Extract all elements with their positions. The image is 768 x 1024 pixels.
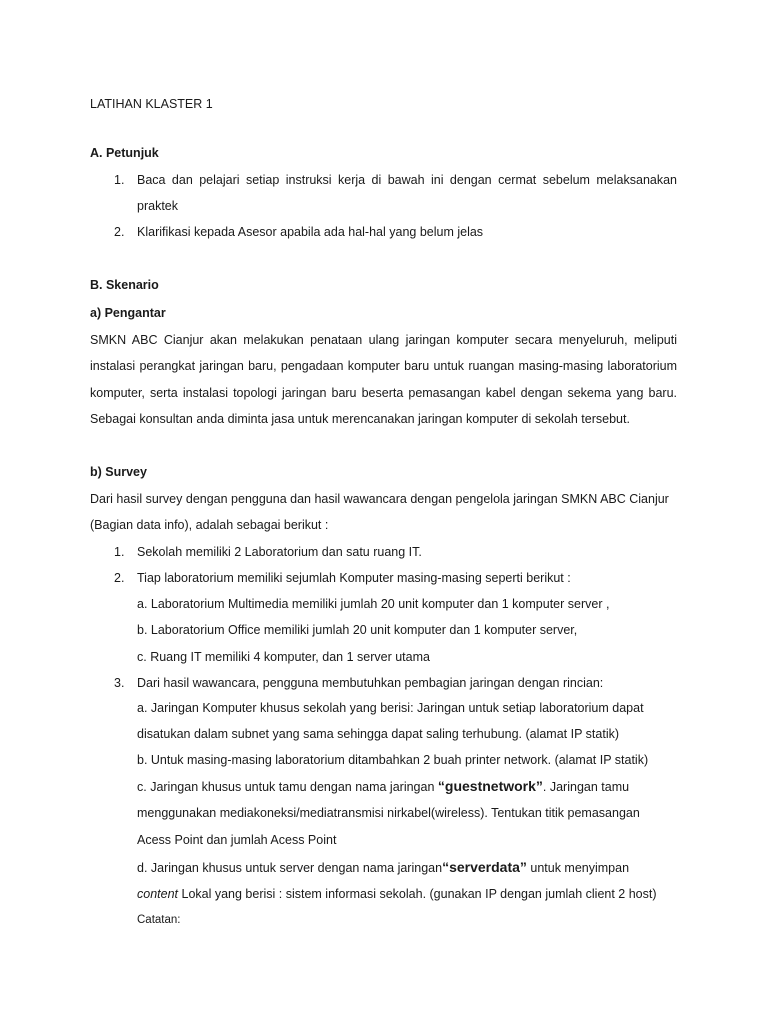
- list-number: 3.: [114, 676, 125, 690]
- survey-heading: b) Survey: [90, 465, 147, 479]
- list-number: 2.: [114, 225, 125, 239]
- sub-item-text: disatukan dalam subnet yang sama sehingga dapat saling terhubung. (alamat IP statik): [137, 727, 620, 741]
- sub-item-text-part: Lokal yang berisi : sistem informasi sekolah. (gunakan IP dengan jumlah client 2 host): [178, 887, 657, 901]
- paragraph-line: (Bagian data info), adalah sebagai berikut :: [90, 518, 329, 532]
- sub-item-text: a. Jaringan Komputer khusus sekolah yang berisi: Jaringan untuk setiap laboratorium dapat: [137, 701, 644, 715]
- list-number: 1.: [114, 173, 125, 187]
- paragraph-line: Sebagai konsultan anda diminta jasa untuk merencanakan jaringan komputer di sekolah tersebut.: [90, 412, 630, 426]
- list-item-text: Dari hasil wawancara, pengguna membutuhkan pembagian jaringan dengan rincian:: [137, 676, 604, 690]
- document-title: LATIHAN KLASTER 1: [90, 97, 213, 111]
- network-name: “serverdata”: [442, 859, 527, 875]
- sub-item-text: [137, 859, 629, 876]
- paragraph-line: komputer, serta instalasi topologi jaringan baru beserta pemasangan kabel dengan sekema yang baru.: [90, 386, 677, 400]
- sub-item-text: b. Laboratorium Office memiliki jumlah 20 unit komputer dan 1 komputer server,: [137, 623, 578, 637]
- list-item-text: Tiap laboratorium memiliki sejumlah Komputer masing-masing seperti berikut :: [137, 571, 571, 585]
- list-number: 1.: [114, 545, 125, 559]
- list-item-text: Sekolah memiliki 2 Laboratorium dan satu ruang IT.: [137, 545, 422, 559]
- sub-item-text: a. Laboratorium Multimedia memiliki jumlah 20 unit komputer dan 1 komputer server ,: [137, 597, 610, 611]
- list-item-text: Baca dan pelajari setiap instruksi kerja di bawah ini dengan cermat sebelum melaksanakan: [137, 173, 677, 187]
- note-label: Catatan:: [137, 914, 181, 926]
- sub-item-text-part: . Jaringan tamu: [542, 780, 630, 794]
- sub-item-text-part: c. Jaringan khusus untuk tamu dengan nama jaringan: [137, 780, 438, 794]
- paragraph-line: SMKN ABC Cianjur akan melakukan penataan ulang jaringan komputer secara menyeluruh, meliputi: [90, 333, 677, 347]
- sub-item-text: Acess Point dan jumlah Acess Point: [137, 833, 337, 847]
- section-a-heading: A. Petunjuk: [90, 146, 159, 160]
- list-item-text: praktek: [137, 199, 178, 213]
- sub-item-text-part: untuk menyimpan: [526, 861, 630, 875]
- section-b-heading: B. Skenario: [90, 278, 159, 292]
- italic-term: content: [137, 887, 179, 901]
- paragraph-line: Dari hasil survey dengan pengguna dan hasil wawancara dengan pengelola jaringan SMKN ABC Cianjur: [90, 492, 669, 506]
- pengantar-heading: a) Pengantar: [90, 306, 166, 320]
- sub-item-text-part: d. Jaringan khusus untuk server dengan nama jaringan: [137, 861, 443, 875]
- list-number: 2.: [114, 571, 125, 585]
- sub-item-text: [137, 886, 657, 902]
- sub-item-text: menggunakan mediakoneksi/mediatransmisi nirkabel(wireless). Tentukan titik pemasangan: [137, 806, 640, 820]
- network-name: “guestnetwork”: [437, 778, 543, 794]
- list-item-text: Klarifikasi kepada Asesor apabila ada hal-hal yang belum jelas: [137, 225, 484, 239]
- sub-item-text: b. Untuk masing-masing laboratorium ditambahkan 2 buah printer network. (alamat IP statik): [137, 753, 649, 767]
- sub-item-text: c. Ruang IT memiliki 4 komputer, dan 1 server utama: [137, 650, 430, 664]
- paragraph-line: instalasi perangkat jaringan baru, pengadaan komputer baru untuk ruangan masing-masing laboratorium: [90, 359, 677, 373]
- sub-item-text: [137, 778, 629, 795]
